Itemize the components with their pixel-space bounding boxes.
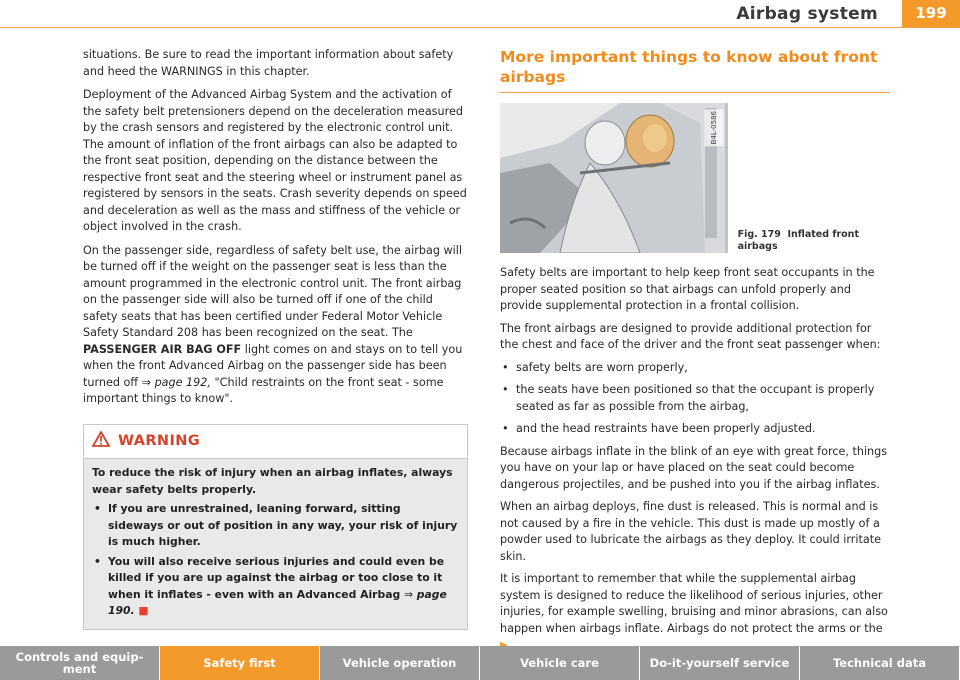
reference-arrow: ⇒: [141, 375, 151, 389]
bullet-icon: •: [94, 554, 101, 568]
warning-title: WARNING: [118, 433, 201, 449]
list-item: • safety belts are worn properly,: [500, 360, 890, 377]
page-header: [0, 0, 960, 30]
warning-bullet: • If you are unrestrained, leaning forward, sitting sideways or out of position in any way, your risk of injury is much higher.: [94, 502, 458, 548]
footer-tab-vehicle-care[interactable]: Vehicle care: [480, 646, 640, 680]
section-heading: More important things to know about front airbags: [500, 47, 890, 93]
warning-triangle-icon: [92, 431, 110, 453]
list-item: • and the head restraints have been properly adjusted.: [500, 421, 890, 438]
footer-tab-diy-service[interactable]: Do-it-yourself service: [640, 646, 800, 680]
figure: [500, 103, 890, 253]
footer-tab-safety-first[interactable]: Safety first: [160, 646, 320, 680]
header-divider: [0, 27, 960, 28]
page-reference-link[interactable]: page 190.: [108, 587, 447, 617]
section-title: Airbag system: [736, 4, 878, 24]
reference-arrow: ⇒: [403, 587, 414, 601]
bullet-icon: •: [502, 383, 509, 396]
warning-body: [84, 459, 467, 629]
warning-box: [83, 424, 468, 630]
footer-nav: [0, 646, 960, 680]
list-item: • the seats have been positioned so that the occupant is properly seated as far as possible from the airbag,: [502, 383, 875, 413]
footer-tab-vehicle-operation[interactable]: Vehicle operation: [320, 646, 480, 680]
paragraph: Deployment of the Advanced Airbag System and the activation of the safety belt pretensioners depend on the deceleration measured by the crash sensors and registered by the electronic control unit. The amount of inflation of the front airbags can also be adapted to the front seat position, depending on the distance between the respective front seat and the steering wheel or instrument panel as registered by sensors in the seats. Crash severity depends on speed and deceleration as well as the mass and stiffness of the vehicle or object involved in the crash.: [83, 88, 467, 233]
paragraph: It is important to remember that while the supplemental airbag system is designed to reduce the likelihood of serious injuries, other injuries, for example swelling, bruising and minor abrasions, can also happen when airbags inflate. Airbags do not protect the arms or the: [500, 571, 890, 655]
paragraph: Safety belts are important to help keep front seat occupants in the proper seated position so that airbags can unfold properly and provide supplemental protection in a frontal collision.: [500, 266, 875, 312]
paragraph: On the passenger side, regardless of safety belt use, the airbag will be turned off if the weight on the passenger seat is less than the amount programmed in the electronic control unit. The front airbag on the passenger side will also be turned off if one of the child safety seats that has been certified under Federal Motor Vehicle Safety Standard 208 has been recognized on the seat. The PASSENGER AIR BAG OFF light comes on and stays on to tell you when the front Advanced Airbag on the passenger side has been turned off ⇒ page 192, "Child restraints on the front seat - some important things to know".: [83, 243, 463, 405]
left-column: [83, 47, 468, 630]
page-number: 199: [902, 0, 960, 27]
footer-tab-technical-data[interactable]: Technical data: [800, 646, 960, 680]
paragraph: Because airbags inflate in the blink of an eye with great force, things you have on your lap or have placed on the seat could become dangerous projectiles, and be pushed into you if the airbag inflates.: [500, 444, 888, 491]
warning-header: [84, 425, 467, 460]
paragraph: When an airbag deploys, fine dust is released. This is normal and is not caused by a fire in the vehicle. This dust is made up mostly of a powder used to lubricate the airbags as they deploy. It could irritate skin.: [500, 500, 882, 563]
bullet-icon: •: [94, 502, 101, 515]
paragraph: situations. Be sure to read the important information about safety and heed the WARNINGS in this chapter.: [83, 48, 454, 78]
page-reference-link[interactable]: page 192,: [154, 375, 211, 389]
figure-code: B4L-0586: [705, 109, 724, 146]
figure-caption: Fig. 179 Inflated front airbags: [737, 229, 859, 252]
airbag-illustration: [500, 103, 728, 253]
right-column: [500, 47, 890, 661]
indicator-name: PASSENGER AIR BAG OFF: [83, 342, 242, 356]
paragraph: The front airbags are designed to provide additional protection for the chest and face of the driver and the front seat passenger when:: [500, 321, 881, 351]
end-mark-icon: ■: [138, 604, 149, 617]
bullet-icon: •: [502, 422, 509, 435]
footer-tab-controls[interactable]: Controls and equip- ment: [0, 646, 160, 680]
warning-bullet: • You will also receive serious injuries and could even be killed if you are up against the airbag or too close to it when it inflates - even with an Advanced Airbag ⇒ page 190. ■: [94, 554, 447, 617]
warning-intro: To reduce the risk of injury when an airbag inflates, always wear safety belts properly.: [92, 466, 453, 496]
bullet-icon: •: [502, 360, 509, 374]
